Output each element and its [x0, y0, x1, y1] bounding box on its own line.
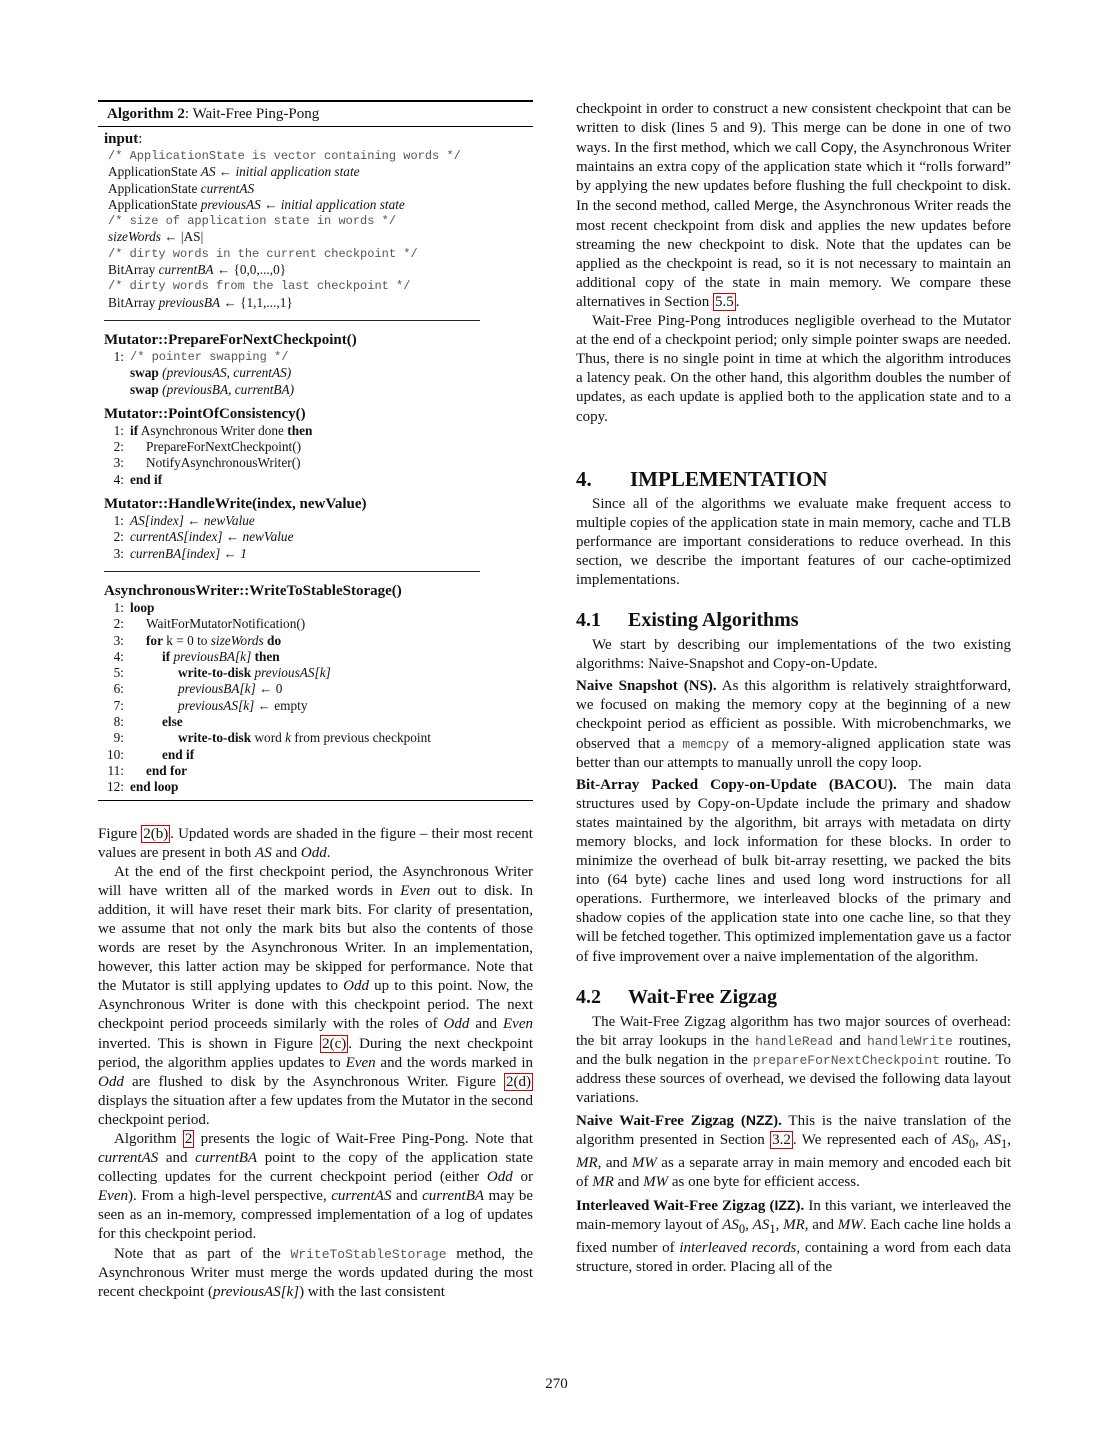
text: and: [271, 844, 301, 861]
run-in-heading: Interleaved Wait-Free Zigzag (: [576, 1197, 775, 1214]
code-var: previousAS[k]: [251, 665, 331, 681]
text: MR: [783, 1216, 805, 1233]
code-var: sizeWords: [210, 632, 264, 648]
text: point to the copy of the application state collecting updates for the current checkpoint period (either: [98, 1150, 533, 1186]
input-colon: :: [138, 131, 143, 147]
section-link[interactable]: 5.5: [715, 293, 734, 310]
text: ,: [1007, 1132, 1011, 1149]
line-number: 7:: [113, 697, 124, 713]
text: as one byte for efficient access.: [668, 1174, 860, 1191]
section-title: Existing Algorithms: [628, 609, 799, 632]
section-title: IMPLEMENTATION: [630, 466, 828, 491]
code-line: [98, 763, 533, 779]
run-in-heading: ).: [795, 1197, 805, 1214]
code-plain: currentAS[index] ← newValue: [130, 529, 294, 545]
code-args: (previousAS, currentAS): [158, 365, 292, 381]
code-line: [98, 349, 533, 365]
code-text: [130, 649, 280, 665]
text: currentAS: [98, 1150, 159, 1167]
keyword: then: [251, 648, 280, 664]
code-plain: PrepareForNextCheckpoint(): [146, 439, 302, 455]
text: Note that as part of the: [114, 1245, 291, 1262]
keyword: then: [287, 422, 313, 438]
run-in-heading: Naive Wait-Free Zigzag (: [576, 1113, 746, 1130]
input-decl: [108, 197, 533, 213]
paragraph: [98, 863, 533, 1130]
text: Odd: [98, 1073, 124, 1090]
left-column: [98, 100, 533, 1302]
page-number: 270: [545, 1376, 568, 1392]
decl-type: ApplicationState: [108, 180, 201, 196]
text: As this algorithm is relatively straightforward, we focused on making the memory copy at the beginning of a new checkpoint period as efficient as possible. With microbenchmarks, we observed that a: [576, 678, 1011, 752]
text: ,: [745, 1216, 753, 1233]
code-line: [98, 423, 533, 439]
keyword: end if: [162, 746, 195, 762]
text: displays the situation after a few updates from the Mutator in the second checkpoint period.: [98, 1092, 533, 1128]
code-line: [98, 633, 533, 649]
code-var: k: [285, 730, 292, 746]
paragraph: We start by describing our implementations of the two existing algorithms: Naive-Snapshot and Copy-on-Update.: [576, 637, 1011, 673]
method-name: Merge: [754, 197, 794, 214]
figure-link[interactable]: 2(d): [506, 1073, 531, 1090]
right-column: [576, 100, 1011, 1277]
section-link[interactable]: 3.2: [772, 1132, 791, 1149]
keyword: end loop: [130, 779, 179, 795]
text: currentAS: [331, 1188, 392, 1205]
decl-var: currentBA: [158, 262, 214, 278]
text: AS: [752, 1216, 770, 1233]
text: ,: [775, 1216, 784, 1233]
text: interleaved records: [679, 1239, 797, 1256]
text: may be seen as an in-memory, compressed implementation of a log of updates for this checkpoint period.: [98, 1188, 533, 1243]
text: or: [512, 1169, 533, 1186]
text: MW: [643, 1174, 669, 1191]
text: At the end of the first checkpoint period, the Asynchronous Writer will have written all of the marked words in: [98, 863, 533, 899]
keyword: loop: [130, 599, 155, 615]
line-number: 10:: [107, 746, 124, 762]
code-text: [130, 423, 312, 439]
code-identifier: memcpy: [682, 736, 730, 752]
text: Even: [503, 1016, 533, 1033]
run-in-heading: Naive Snapshot (NS).: [576, 678, 717, 695]
code-line: [98, 529, 533, 545]
text: and the words marked in: [375, 1054, 534, 1071]
line-number: 5:: [113, 665, 124, 681]
paragraph: Since all of the algorithms we evaluate make frequent access to multiple copies of the application state in main memory, cache and TLB performance are important considerations to reduce overhead. In this section, we describe the important features of our cache-optimized implementations.: [576, 495, 1011, 588]
text: In this variant, we interleaved the main-memory layout of: [576, 1197, 1011, 1233]
paragraph: [576, 100, 1011, 312]
code-args: (previousBA, currentBA): [158, 381, 295, 397]
text: routine. To address these sources of overhead, we devised the following data layout variations.: [576, 1051, 1011, 1107]
keyword: write-to-disk: [178, 730, 252, 746]
code-line: [98, 747, 533, 763]
line-number: 3:: [113, 545, 124, 561]
decl-type: BitArray: [108, 294, 159, 310]
code-line: [98, 472, 533, 488]
text: The Wait-Free Zigzag algorithm has two major sources of overhead: the bit array lookups in the: [576, 1013, 1011, 1049]
text: , the Asynchronous Writer reads the most recent checkpoint from disk and applies the new updates before streaming the new checkpoint to disk. Note that the updates can be applied as the checkpoint is read, so it is not necessary to maintain an additional copy of the state in main memory. We compare these alternatives in Section: [576, 198, 1011, 310]
code-line: [98, 730, 533, 746]
line-number: 3:: [113, 455, 124, 471]
keyword: end for: [146, 762, 187, 778]
subscript: 0: [968, 1137, 976, 1152]
spacer: [98, 801, 533, 825]
code-identifier: prepareForNextCheckpoint: [752, 1052, 940, 1068]
text: routines, and the bulk negation in the: [576, 1032, 1011, 1068]
subscript: 1: [769, 1221, 776, 1236]
decl-type: ApplicationState: [108, 196, 201, 212]
text: Even: [345, 1054, 376, 1071]
code-line: [98, 439, 533, 455]
text: . We represented each of: [792, 1132, 953, 1149]
decl-op: ←: [220, 294, 241, 310]
code-line: [98, 455, 533, 471]
section-number: 4.1: [576, 609, 601, 632]
line-number: 1:: [113, 422, 124, 438]
line-number: 6:: [113, 681, 124, 697]
text: This is the naive translation of the algorithm presented in Section: [576, 1113, 1011, 1149]
figure-link[interactable]: 2(c): [322, 1035, 347, 1052]
decl-op: ←: [213, 262, 234, 278]
code-text: [130, 382, 294, 398]
text: AS: [952, 1132, 969, 1149]
keyword: end if: [130, 471, 163, 487]
line-number: 3:: [113, 632, 124, 648]
run-in-heading: IZZ: [774, 1196, 796, 1213]
text: . Each cache line holds a fixed number of: [576, 1216, 1011, 1256]
text: inverted. This is shown in Figure: [98, 1035, 321, 1052]
code-line: [98, 365, 533, 381]
line-number: 9:: [113, 730, 124, 746]
input-decl: [108, 262, 533, 278]
figure-link[interactable]: 2(b): [143, 825, 169, 842]
text: Even: [400, 882, 431, 899]
algorithm-title: [98, 102, 533, 127]
algorithm-link[interactable]: 2: [184, 1131, 193, 1147]
text: as a separate array in main memory and encoded each bit of: [576, 1155, 1011, 1191]
decl-type: ApplicationState: [108, 164, 201, 180]
procedure-heading: Mutator::HandleWrite(index, newValue): [104, 496, 367, 513]
decl-value: initial application state: [235, 164, 360, 180]
text: Odd: [300, 844, 327, 861]
code-plain: word: [251, 730, 286, 746]
section-number: 4.2: [576, 985, 601, 1008]
text: checkpoint in order to construct a new consistent checkpoint that can be written to disk (lines 5 and 9). This merge can be done in one of two ways. In the first method, which we call: [576, 101, 1011, 157]
keyword: for: [146, 632, 163, 648]
text: out to disk. In addition, it will have reset their mark bits. For clarity of presentation, we assume that not only the mark bits but also the contents of those words are reset by the Asynchronous Writer. In an implementation, however, this latter action may be skipped for performance. Note that the Mutator is still applying updates to: [98, 882, 533, 995]
code-var: previousAS[k]: [178, 697, 255, 713]
code-identifier: handleRead: [755, 1033, 834, 1049]
decl-var: AS: [200, 164, 216, 180]
input-decl: [108, 229, 533, 245]
text: and: [158, 1150, 196, 1167]
code-comment: /* pointer swapping */: [130, 349, 289, 364]
decl-op: ←: [260, 196, 281, 212]
paragraph: [98, 1130, 533, 1245]
text: are flushed to disk by the Asynchronous Writer. Figure: [123, 1073, 504, 1090]
input-decl: [108, 181, 533, 197]
code-line: [98, 382, 533, 398]
decl-value: initial application state: [280, 196, 405, 212]
line-number: [98, 382, 130, 398]
code-plain: k = 0 to: [162, 632, 211, 648]
text: and: [391, 1188, 423, 1205]
text: . Updated words are shaded in the figure – their most recent values are present in both: [98, 825, 533, 861]
line-number: [98, 365, 130, 381]
line-number: 11:: [107, 762, 124, 778]
input-label: input: [104, 131, 139, 147]
code-plain: WaitForMutatorNotification(): [146, 616, 306, 632]
code-plain: ← 0: [255, 681, 283, 697]
text: and: [833, 1032, 867, 1049]
decl-op: ←: [160, 229, 181, 245]
line-number: 4:: [113, 648, 124, 664]
text: currentBA: [195, 1150, 258, 1167]
procedure-heading: AsynchronousWriter::WriteToStableStorage(): [104, 582, 402, 599]
text: Even: [98, 1188, 128, 1205]
paragraph: [576, 776, 1011, 967]
algorithm-inputs: [98, 148, 533, 311]
paragraph: [576, 677, 1011, 772]
code-line: [98, 681, 533, 697]
run-in-heading: ).: [773, 1113, 782, 1130]
keyword: swap: [130, 381, 159, 397]
section-heading: [576, 467, 1011, 491]
text: Odd: [343, 978, 369, 995]
line-number: 4:: [113, 471, 124, 487]
input-decl: [108, 295, 533, 311]
text: ) with the last consistent: [299, 1283, 445, 1300]
decl-type: BitArray: [108, 262, 159, 278]
code-line: [98, 616, 533, 632]
comment-line: /* dirty words from the last checkpoint */: [108, 279, 411, 294]
text: . During the next checkpoint period, the algorithm applies updates to: [98, 1035, 533, 1071]
text: , and: [597, 1155, 632, 1172]
code-text: [130, 730, 431, 746]
comment-line: /* ApplicationState is vector containing words */: [108, 149, 461, 163]
text: AS: [255, 844, 272, 861]
code-plain: AS[index] ← newValue: [130, 513, 255, 529]
code-text: [130, 698, 308, 714]
keyword: write-to-disk: [178, 665, 252, 681]
text: , containing a word from each data structure, stored in order. Placing all of the: [576, 1239, 1011, 1275]
code-plain: currenBA[index] ← 1: [130, 545, 247, 561]
code-line: [98, 600, 533, 616]
text: currentBA: [422, 1188, 485, 1205]
subscript: 0: [738, 1221, 746, 1236]
text: MR: [576, 1155, 598, 1172]
title-separator: :: [184, 106, 193, 122]
code-line: [98, 698, 533, 714]
text: MW: [631, 1155, 657, 1172]
code-line: [98, 665, 533, 681]
algorithm-name: Wait-Free Ping-Pong: [192, 106, 320, 122]
code-line: [98, 649, 533, 665]
text: , the Asynchronous Writer maintains an extra copy of the application state which it “rolls forward” by applying the new updates before flushing the full checkpoint to disk. In the second method, called: [576, 140, 1011, 215]
comment-line: /* dirty words in the current checkpoint */: [108, 246, 418, 261]
keyword: do: [263, 632, 282, 648]
decl-value: {1,1,...,1}: [240, 294, 293, 310]
line-number: 2:: [113, 529, 124, 545]
paragraph: [576, 1013, 1011, 1108]
procedure-heading: Mutator::PointOfConsistency(): [104, 405, 306, 422]
text: presents the logic of Wait-Free Ping-Pong. Note that: [194, 1131, 533, 1147]
code-plain: from previous checkpoint: [291, 730, 431, 746]
algorithm-label: Algorithm 2: [107, 106, 185, 122]
divider: [104, 320, 480, 321]
line-number: 12:: [107, 779, 124, 795]
code-plain: NotifyAsynchronousWriter(): [146, 455, 301, 471]
code-line: [98, 513, 533, 529]
text: Odd: [443, 1016, 470, 1033]
text: and: [613, 1174, 644, 1191]
line-number: 2:: [113, 439, 124, 455]
decl-var: currentAS: [200, 180, 255, 196]
line-number: 2:: [113, 616, 124, 632]
keyword: else: [162, 714, 183, 730]
run-in-heading: Bit-Array Packed Copy-on-Update (BACOU).: [576, 776, 897, 793]
text: AS: [984, 1132, 1001, 1149]
code-text: [130, 365, 291, 381]
code-identifier: WriteToStableStorage: [290, 1246, 447, 1262]
text: .: [326, 844, 331, 861]
code-line: [98, 714, 533, 730]
decl-value: {0,0,...,0}: [233, 262, 287, 278]
paragraph: [98, 825, 533, 863]
code-text: [130, 633, 281, 649]
text: Algorithm: [114, 1131, 183, 1147]
input-heading: [98, 130, 533, 148]
text: MW: [837, 1216, 863, 1233]
text: ,: [975, 1132, 985, 1149]
comment-line: /* size of application state in words */: [108, 214, 397, 229]
text: previousAS[k]: [212, 1283, 300, 1300]
code-text: [130, 681, 282, 697]
code-var: previousBA[k]: [178, 681, 256, 697]
text: , and: [804, 1216, 838, 1233]
keyword: if: [162, 648, 171, 664]
section-number: 4.: [576, 466, 592, 491]
line-number: 1:: [113, 348, 124, 364]
decl-var: previousBA: [158, 294, 221, 310]
input-decl: [108, 164, 533, 180]
code-text: [130, 665, 331, 681]
keyword: if: [130, 422, 139, 438]
decl-value: |AS|: [180, 229, 204, 245]
subscript: 1: [1001, 1137, 1008, 1152]
code-line: [98, 546, 533, 562]
text: up to this point. Now, the Asynchronous Writer is done with this checkpoint period. The next checkpoint period proceeds similarly with the roles of: [98, 978, 533, 1033]
text: MR: [592, 1174, 614, 1191]
algorithm-box: [98, 100, 533, 801]
text: Figure: [98, 825, 142, 842]
text: Odd: [486, 1169, 513, 1186]
keyword: swap: [130, 365, 159, 381]
paragraph: Wait-Free Ping-Pong introduces negligible overhead to the Mutator at the end of a checkpoint period; only simple pointer swaps are needed. Thus, there is no single point in time at which the algorithm introduces a latency peak. On the other hand, this algorithm doubles the number of updates, as each update is applied both to the application state and to a copy.: [576, 313, 1011, 425]
subsection-heading: [576, 985, 1011, 1009]
method-name: Copy: [820, 139, 854, 156]
text: The main data structures used by Copy-on-Update include the primary and shadow states maintained by the algorithm, bit arrays with metadata on dirty memory blocks, and lock information for these blocks. In order to minimize the overhead of bulk bit-array resetting, we packed the bits into (64 byte) cache lines and used long word instructions for all operations. Furthermore, we interleaved blocks of the primary and shadow copies of the application state into one cache line, so that they will be fetched together. This optimized implementation gave us a factor of five improvement over a naive implementation of the algorithm.: [576, 776, 1012, 965]
text: of a memory-aligned application state was better than our attempts to manually unroll the copy loop.: [576, 735, 1011, 771]
procedure-heading: Mutator::PrepareForNextCheckpoint(): [104, 331, 357, 348]
code-identifier: handleWrite: [866, 1033, 953, 1049]
decl-var: sizeWords: [108, 229, 161, 245]
decl-op: ←: [215, 164, 236, 180]
code-var: previousBA[k]: [170, 648, 252, 664]
line-number: 1:: [113, 599, 124, 615]
line-number: 8:: [113, 714, 124, 730]
text: and: [469, 1016, 504, 1033]
code-plain: Asynchronous Writer done: [138, 422, 288, 438]
text: .: [735, 293, 740, 310]
decl-var: previousAS: [200, 196, 261, 212]
code-line: [98, 779, 533, 795]
run-in-heading: NZZ: [745, 1112, 774, 1129]
divider: [104, 571, 480, 572]
text: AS: [722, 1216, 739, 1233]
paragraph: [576, 1111, 1011, 1192]
section-title: Wait-Free Zigzag: [628, 985, 778, 1008]
paragraph: [576, 1196, 1011, 1277]
code-plain: ← empty: [254, 697, 308, 713]
line-number: 1:: [113, 513, 124, 529]
text: method, the Asynchronous Writer must merge the words updated during the most recent checkpoint (: [98, 1245, 533, 1300]
text: ). From a high-level perspective,: [127, 1188, 332, 1205]
paragraph: [98, 1245, 533, 1302]
subsection-heading: [576, 608, 1011, 632]
